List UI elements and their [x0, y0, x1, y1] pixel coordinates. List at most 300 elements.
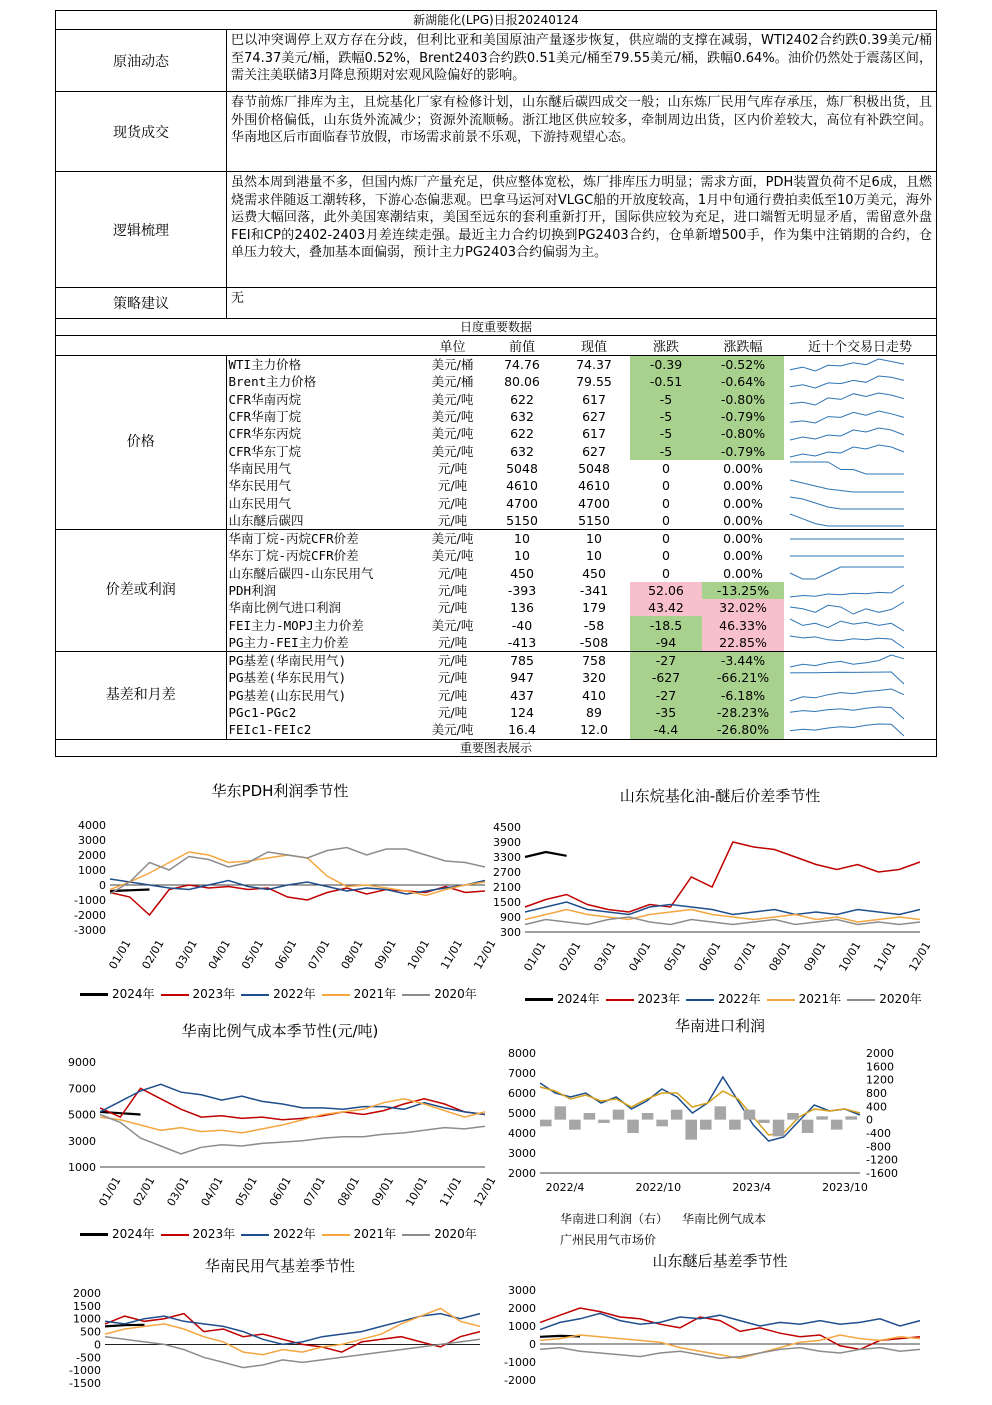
row-prev: 622: [510, 391, 534, 407]
y-tick-label: 2000: [508, 1167, 536, 1180]
row-sparkline: [784, 529, 936, 547]
row-name: 山东醚后碳四-山东民用气: [228, 565, 374, 581]
import-profit-bar: [613, 1110, 625, 1120]
series-line-2: [525, 902, 920, 915]
row-cur: 758: [558, 652, 630, 670]
y2-tick-label: -1600: [866, 1167, 898, 1180]
section-3: [56, 288, 936, 319]
legend-item: [606, 990, 681, 1007]
row-cur: 617: [582, 426, 606, 442]
sparkline: [790, 602, 904, 614]
sparkline-svg: [784, 670, 910, 686]
row-unit: 美元/吨: [431, 391, 474, 407]
row-change-pct: -3.44%: [702, 652, 784, 670]
series-line-4: [540, 1348, 920, 1359]
sparkline-svg: [784, 705, 910, 721]
y2-tick-label: 0: [866, 1113, 873, 1127]
y-tick-label: 1500: [493, 896, 521, 909]
y-tick-label: 1000: [73, 1312, 101, 1326]
import-profit-bar: [685, 1120, 697, 1140]
y-tick-label: 3000: [68, 1134, 96, 1148]
row-unit: 元/吨: [437, 705, 468, 721]
y-tick-label: 3300: [493, 851, 521, 864]
legend-item: [560, 1210, 668, 1227]
column-header: 现值: [558, 336, 630, 356]
x-tick-label: 06/01: [272, 937, 300, 972]
row-change: -5: [630, 425, 702, 442]
x-tick-label: 06/01: [266, 1174, 294, 1209]
x-tick-label: 05/01: [232, 1174, 260, 1209]
x-tick-label: 03/01: [591, 939, 619, 974]
legend-swatch: [686, 999, 714, 1001]
chart-legend: [525, 990, 922, 1007]
row-unit: 元/吨: [419, 652, 486, 670]
legend-swatch: [322, 994, 350, 996]
row-change-pct: -0.79%: [702, 442, 784, 459]
sparkline-svg: [784, 460, 910, 476]
legend-label: 2021年: [798, 992, 842, 1006]
legend-label: 2020年: [434, 1227, 477, 1241]
y-tick-label: 3000: [508, 1284, 536, 1297]
y2-tick-label: 400: [866, 1100, 887, 1114]
import-profit-bar: [584, 1113, 596, 1120]
row-sparkline: [784, 547, 936, 564]
x-tick-label: 07/01: [731, 939, 759, 974]
row-unit: 美元/吨: [431, 617, 474, 633]
legend-swatch: [767, 999, 795, 1001]
legend-swatch: [606, 999, 634, 1001]
section-label: 现货成交: [56, 92, 227, 171]
row-change: -18.5: [630, 616, 702, 633]
row-change: 0: [662, 460, 670, 476]
row-cur: 89: [586, 705, 602, 721]
x-tick-label: 2023/10: [822, 1181, 868, 1194]
row-change: 52.06: [630, 582, 702, 599]
row-cur: 5048: [578, 460, 610, 476]
x-tick-label: 2022/4: [545, 1181, 585, 1194]
row-change: -4.4: [630, 721, 702, 738]
legend-label: 2022年: [273, 1227, 316, 1241]
import-profit-bar: [744, 1110, 756, 1120]
row-name: PG基差(山东民用气): [228, 687, 347, 703]
sparkline: [790, 707, 904, 719]
row-prev: 5150: [506, 512, 538, 528]
row-change: -627: [630, 669, 702, 686]
y-tick-label: 9000: [68, 1056, 96, 1069]
row-unit: 元/吨: [437, 512, 468, 528]
row-cur: -341: [579, 583, 609, 598]
row-change-pct: 32.02%: [702, 599, 784, 616]
x-tick-label: 10/01: [836, 939, 864, 974]
row-unit: 元/吨: [437, 670, 468, 686]
row-prev: -393: [507, 583, 537, 598]
row-change: 0: [630, 529, 702, 547]
series-line-1: [525, 842, 920, 912]
y-tick-label: 0: [529, 1338, 536, 1351]
y-tick-label: -500: [76, 1351, 101, 1365]
report-title: 新湖能化(LPG)日报20240124: [56, 11, 936, 30]
column-header: 近十个交易日走势: [784, 336, 936, 356]
y-tick-label: 0: [99, 879, 106, 892]
import-profit-bar: [656, 1120, 668, 1127]
series-line-1: [110, 885, 485, 915]
row-change-pct: 0.00%: [723, 478, 763, 494]
sparkline-svg: [784, 495, 910, 511]
daily-data-band: 日度重要数据: [56, 319, 936, 336]
row-unit: 元/吨: [437, 634, 468, 650]
x-tick-label: 08/01: [338, 937, 366, 972]
sparkline-svg: [784, 443, 910, 459]
legend-item: [847, 990, 922, 1007]
y-tick-label: 2000: [78, 849, 106, 862]
row-cur: 74.37: [576, 357, 612, 373]
row-change-pct: -0.79%: [702, 408, 784, 425]
row-change-pct: 0.00%: [723, 495, 763, 511]
x-tick-label: 01/01: [521, 939, 549, 974]
y-tick-label: 500: [80, 1325, 101, 1339]
row-change: -5: [630, 391, 702, 408]
row-name: CFR华东丙烷: [228, 426, 302, 442]
x-tick-label: 04/01: [198, 1174, 226, 1209]
row-cur: 410: [582, 687, 606, 703]
legend-label: 2023年: [192, 987, 236, 1001]
legend-item: [241, 1225, 316, 1242]
y2-tick-label: 1600: [866, 1060, 894, 1074]
y-tick-label: 1000: [68, 1161, 96, 1174]
section-text: 巴以冲突调停上双方存在分歧，但利比亚和美国原油产量逐步恢复，供应端的支撑在减弱，WTI2402合约跌0.39美元/桶至74.37美元/桶，跌幅0.52%，Brent2403合约跌0.51美元/桶至79.55美元/桶，跌幅0.64%。油价仍然处于震荡区间，需关注美联储3月降息预期对宏观风险偏好的影响。: [231, 33, 932, 83]
row-prev: 4610: [506, 478, 538, 494]
import-profit-bar: [569, 1120, 581, 1130]
sparkline-svg: [784, 409, 910, 425]
chart-title: 华南民用气基差季节性: [204, 1257, 355, 1275]
sparkline: [790, 428, 904, 440]
x-tick-label: 09/01: [801, 939, 829, 974]
sparkline-svg: [784, 512, 910, 528]
legend-swatch: [847, 999, 875, 1001]
row-cur: 12.0: [580, 722, 608, 738]
y-tick-label: -1000: [504, 1356, 536, 1369]
x-tick-label: 10/01: [404, 937, 433, 972]
sparkline: [790, 393, 904, 405]
legend-row: [560, 1210, 920, 1227]
legend-swatch: [241, 994, 269, 996]
row-change-pct: -26.80%: [702, 721, 784, 738]
row-prev: -40: [511, 617, 533, 633]
series-line-3: [540, 1335, 920, 1358]
y-tick-label: 1000: [508, 1320, 536, 1333]
row-unit: 元/吨: [437, 495, 468, 511]
y-tick-label: 1000: [78, 864, 106, 877]
legend-label: 2020年: [434, 987, 477, 1001]
x-tick-label: 2022/10: [635, 1181, 682, 1194]
y-tick-label: -3000: [74, 924, 106, 937]
import-profit-bar: [627, 1120, 639, 1133]
legend-swatch: [80, 1233, 108, 1236]
row-change: -35: [630, 704, 702, 721]
row-change-pct: -0.80%: [702, 425, 784, 442]
legend-item: [322, 1225, 397, 1242]
sparkline: [790, 636, 904, 648]
table-row: [56, 529, 936, 547]
row-prev: 10: [486, 529, 558, 547]
legend-swatch: [402, 994, 430, 996]
row-prev: 450: [510, 565, 534, 581]
row-name: 山东民用气: [228, 495, 292, 511]
row-prev: 10: [514, 548, 530, 564]
row-prev: 5048: [506, 460, 538, 476]
sparkline: [790, 376, 904, 388]
row-sparkline: [784, 477, 936, 494]
import-profit-bar: [540, 1120, 552, 1127]
row-prev: 16.4: [508, 722, 536, 738]
import-profit-bar: [729, 1120, 741, 1130]
chart-plot: [60, 780, 500, 985]
section-text: 无: [231, 291, 245, 306]
sparkline-svg: [784, 374, 910, 390]
section-label: 策略建议: [56, 288, 227, 318]
row-cur: 10: [586, 548, 602, 564]
x-tick-label: 12/01: [906, 939, 934, 974]
row-change: 0: [662, 548, 670, 564]
import-profit-bar: [555, 1106, 567, 1119]
row-change: 0: [662, 478, 670, 494]
row-change-pct: -66.21%: [702, 669, 784, 686]
row-change-pct: 22.85%: [702, 634, 784, 652]
group-label: 价差或利润: [56, 529, 226, 651]
row-change: -0.51: [630, 373, 702, 390]
row-change-pct: -0.52%: [702, 356, 784, 374]
row-cur: 320: [582, 670, 606, 686]
legend-swatch: [161, 994, 189, 996]
x-tick-label: 08/01: [766, 939, 794, 974]
legend-item: [525, 990, 600, 1007]
row-change: 0: [662, 565, 670, 581]
row-name: 山东醚后碳四: [228, 512, 304, 528]
row-cur: -58: [583, 617, 605, 633]
row-unit: 元/吨: [437, 600, 468, 616]
row-name: CFR华南丁烷: [228, 409, 302, 425]
series-line-2: [540, 1313, 920, 1329]
legend-item: [161, 1225, 236, 1242]
chart-legend: [80, 985, 477, 1002]
legend-label: 2023年: [637, 992, 681, 1006]
legend-label: 2022年: [718, 992, 761, 1006]
row-change-pct: 46.33%: [702, 616, 784, 633]
row-unit: 元/吨: [437, 565, 468, 581]
series-line-0: [105, 1325, 145, 1327]
row-unit: 美元/吨: [431, 426, 474, 442]
legend-label: 华南进口利润（右）: [560, 1212, 669, 1226]
row-sparkline: [784, 442, 936, 459]
y2-tick-label: -400: [866, 1127, 891, 1140]
series-line-2: [105, 1314, 480, 1345]
row-cur: -508: [579, 634, 609, 650]
y-tick-label: -2000: [504, 1374, 536, 1387]
legend-label: 2023年: [192, 1227, 236, 1241]
sparkline-svg: [784, 600, 910, 616]
sparkline: [790, 619, 904, 631]
sparkline-svg: [784, 722, 910, 738]
row-prev: 124: [510, 705, 534, 721]
row-sparkline: [784, 565, 936, 582]
row-sparkline: [784, 425, 936, 442]
x-tick-label: 03/01: [164, 1174, 192, 1209]
legend-item: [161, 985, 236, 1002]
y-tick-label: 300: [500, 926, 521, 939]
y2-tick-label: 1200: [866, 1073, 894, 1087]
y-tick-label: -2000: [74, 909, 106, 922]
row-name: 华南比例气进口利润: [228, 600, 342, 616]
row-name: PDH利润: [228, 583, 277, 598]
sparkline-svg: [784, 634, 910, 650]
series-line-3: [105, 1308, 480, 1354]
sparkline-svg: [784, 531, 910, 547]
row-unit: 美元/吨: [431, 722, 474, 738]
sparkline: [790, 724, 904, 736]
y-tick-label: 3900: [493, 836, 521, 849]
legend-item: [686, 990, 761, 1007]
row-cur: 10: [558, 529, 630, 547]
y-tick-label: 2700: [493, 866, 521, 879]
sparkline: [790, 514, 904, 526]
import-profit-bar: [598, 1120, 610, 1123]
import-profit-bar: [787, 1113, 799, 1120]
row-sparkline: [784, 460, 936, 477]
row-change: -27: [630, 687, 702, 704]
legend-label: 2022年: [273, 987, 316, 1001]
chart-plot: [505, 1015, 935, 1210]
row-cur: 627: [582, 409, 606, 425]
import-profit-bar: [773, 1120, 785, 1137]
row-change: 43.42: [630, 599, 702, 616]
row-prev: 947: [510, 670, 534, 686]
y-tick-label: 3000: [508, 1147, 536, 1160]
chart-plot: [493, 780, 935, 990]
chart-legend: [80, 1225, 477, 1242]
row-change: -0.39: [630, 356, 702, 374]
row-unit: 美元/桶: [431, 357, 474, 373]
table-header: [56, 336, 936, 356]
x-tick-label: 04/01: [626, 939, 654, 974]
chart-legend: [560, 1210, 920, 1248]
row-cur: 4610: [578, 478, 610, 494]
chart-plot: [505, 1250, 935, 1400]
chart-title: 华南比例气成本季节性(元/吨): [181, 1022, 379, 1040]
row-change-pct: 0.00%: [723, 548, 763, 564]
sparkline: [790, 480, 904, 492]
row-cur: 79.55: [576, 374, 612, 390]
y-tick-label: 5000: [508, 1107, 536, 1120]
legend-row: [560, 1231, 920, 1248]
charts-band: 重要图表展示: [56, 739, 936, 756]
legend-label: 华南比例气成本: [682, 1212, 767, 1226]
sparkline-svg: [784, 391, 910, 407]
x-tick-label: 12/01: [471, 937, 499, 972]
legend-swatch: [241, 1234, 269, 1236]
legend-item: [682, 1210, 766, 1227]
legend-swatch: [525, 998, 553, 1001]
legend-item: [767, 990, 842, 1007]
x-tick-label: 12/01: [471, 1174, 499, 1209]
section-2: [56, 172, 936, 288]
sparkline-svg: [784, 478, 910, 494]
row-name: 华南丁烷-丙烷CFR价差: [226, 529, 419, 547]
import-profit-bar: [700, 1120, 712, 1130]
row-sparkline: [784, 599, 936, 616]
row-sparkline: [784, 704, 936, 721]
row-sparkline: [784, 356, 936, 374]
y2-tick-label: -800: [866, 1140, 891, 1154]
row-prev: 4700: [506, 495, 538, 511]
x-tick-label: 02/01: [130, 1174, 158, 1209]
row-sparkline: [784, 616, 936, 633]
x-tick-label: 04/01: [205, 937, 233, 972]
row-sparkline: [784, 408, 936, 425]
x-tick-label: 05/01: [661, 939, 689, 974]
sparkline-svg: [784, 357, 910, 373]
row-prev: 80.06: [504, 374, 540, 390]
row-name: PGc1-PGc2: [228, 705, 297, 721]
y-tick-label: 2000: [73, 1287, 101, 1300]
series-line-0: [525, 852, 567, 857]
row-unit: 美元/吨: [419, 529, 486, 547]
row-unit: 美元/吨: [431, 443, 474, 459]
chart-title: 华南进口利润: [674, 1017, 765, 1035]
legend-item: [241, 985, 316, 1002]
section-label: 逻辑梳理: [56, 172, 227, 287]
row-change-pct: 0.00%: [702, 529, 784, 547]
y-tick-label: 900: [500, 911, 521, 924]
x-tick-label: 07/01: [300, 1174, 328, 1209]
legend-item: [80, 985, 155, 1002]
row-sparkline: [784, 721, 936, 738]
row-cur: 617: [582, 391, 606, 407]
legend-label: 2021年: [353, 987, 397, 1001]
section-0: [56, 30, 936, 92]
column-header: 涨跌: [630, 336, 702, 356]
legend-item: [80, 1225, 155, 1242]
sparkline: [790, 462, 904, 474]
legend-item: [560, 1233, 656, 1247]
row-unit: 美元/吨: [431, 409, 474, 425]
header-blank: [226, 336, 419, 356]
row-prev: 632: [510, 409, 534, 425]
sparkline-svg: [784, 653, 910, 669]
row-name: 华南民用气: [228, 460, 292, 476]
row-change: 0: [662, 512, 670, 528]
row-prev: 136: [510, 600, 534, 616]
table-row: [56, 356, 936, 374]
column-header: 单位: [419, 336, 486, 356]
import-profit-bar: [758, 1120, 770, 1123]
x-tick-label: 11/01: [437, 1174, 465, 1209]
legend-swatch: [402, 1234, 430, 1236]
row-name: CFR华南丙烷: [228, 391, 302, 407]
row-sparkline: [784, 373, 936, 390]
section-1: [56, 92, 936, 172]
y-tick-label: 5000: [68, 1108, 96, 1122]
row-cur: 627: [582, 443, 606, 459]
row-change-pct: -28.23%: [702, 704, 784, 721]
row-prev: 632: [510, 443, 534, 459]
y-tick-label: 2000: [508, 1302, 536, 1315]
row-name: 华东丁烷-丙烷CFR价差: [228, 548, 359, 564]
legend-swatch: [322, 1234, 350, 1236]
x-tick-label: 08/01: [334, 1174, 363, 1209]
x-tick-label: 2023/4: [732, 1181, 772, 1194]
chart-title: 山东烷基化油-醚后价差季节性: [619, 787, 821, 805]
chart-plot: [60, 1015, 500, 1225]
